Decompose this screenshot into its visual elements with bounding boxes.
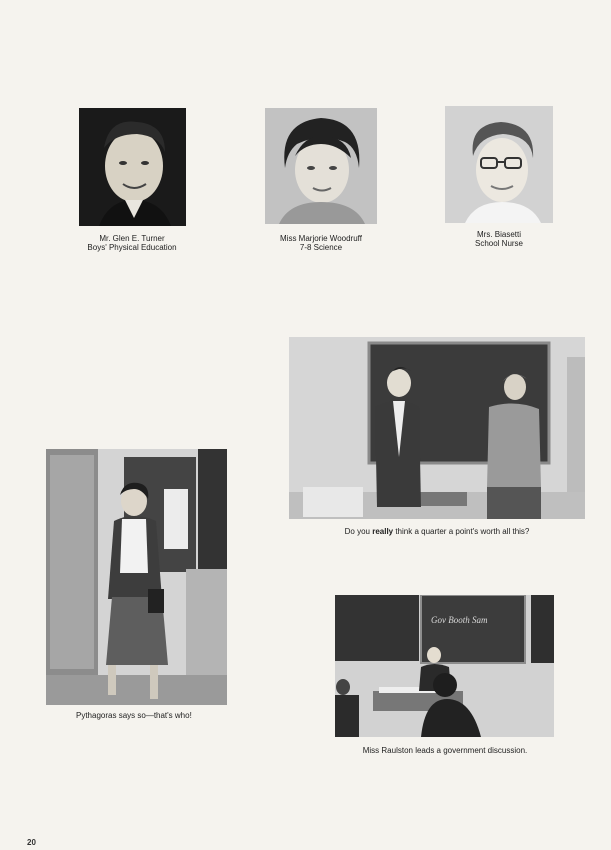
portrait-role: Boys' Physical Education	[87, 243, 177, 252]
caption-text: think a quarter a point's worth all this?	[393, 527, 530, 536]
caption-emphasis: really	[372, 527, 394, 536]
portrait-role: 7-8 Science	[299, 243, 343, 252]
teacher-doorway-photo	[46, 449, 227, 705]
teacher-doorway-caption	[76, 711, 256, 720]
portrait-photo-woodruff	[265, 108, 377, 224]
portrait-name: Miss Marjorie Woodruff	[280, 234, 362, 243]
classroom-debate-photo	[289, 337, 585, 519]
portrait-photo-turner	[79, 108, 186, 226]
portrait-name: Mr. Glen E. Turner	[99, 234, 165, 243]
government-class-caption	[330, 746, 560, 755]
portrait-caption-turner	[62, 234, 202, 252]
caption-text: Do you	[344, 527, 373, 536]
classroom-debate-caption	[289, 527, 585, 536]
portrait-name: Mrs. Biasetti	[476, 230, 521, 239]
page-number: 20	[27, 838, 36, 847]
portrait-role: School Nurse	[474, 239, 524, 248]
portrait-photo-biasetti	[445, 106, 553, 223]
caption-text: Pythagoras says so—that's who!	[76, 711, 192, 720]
caption-text: Miss Raulston leads a government discussion.	[362, 746, 528, 755]
portrait-caption-biasetti	[429, 230, 569, 248]
portrait-caption-woodruff	[251, 234, 391, 252]
government-class-photo	[335, 595, 554, 737]
chalkboard-writing: Gov Booth Sam	[431, 615, 488, 625]
